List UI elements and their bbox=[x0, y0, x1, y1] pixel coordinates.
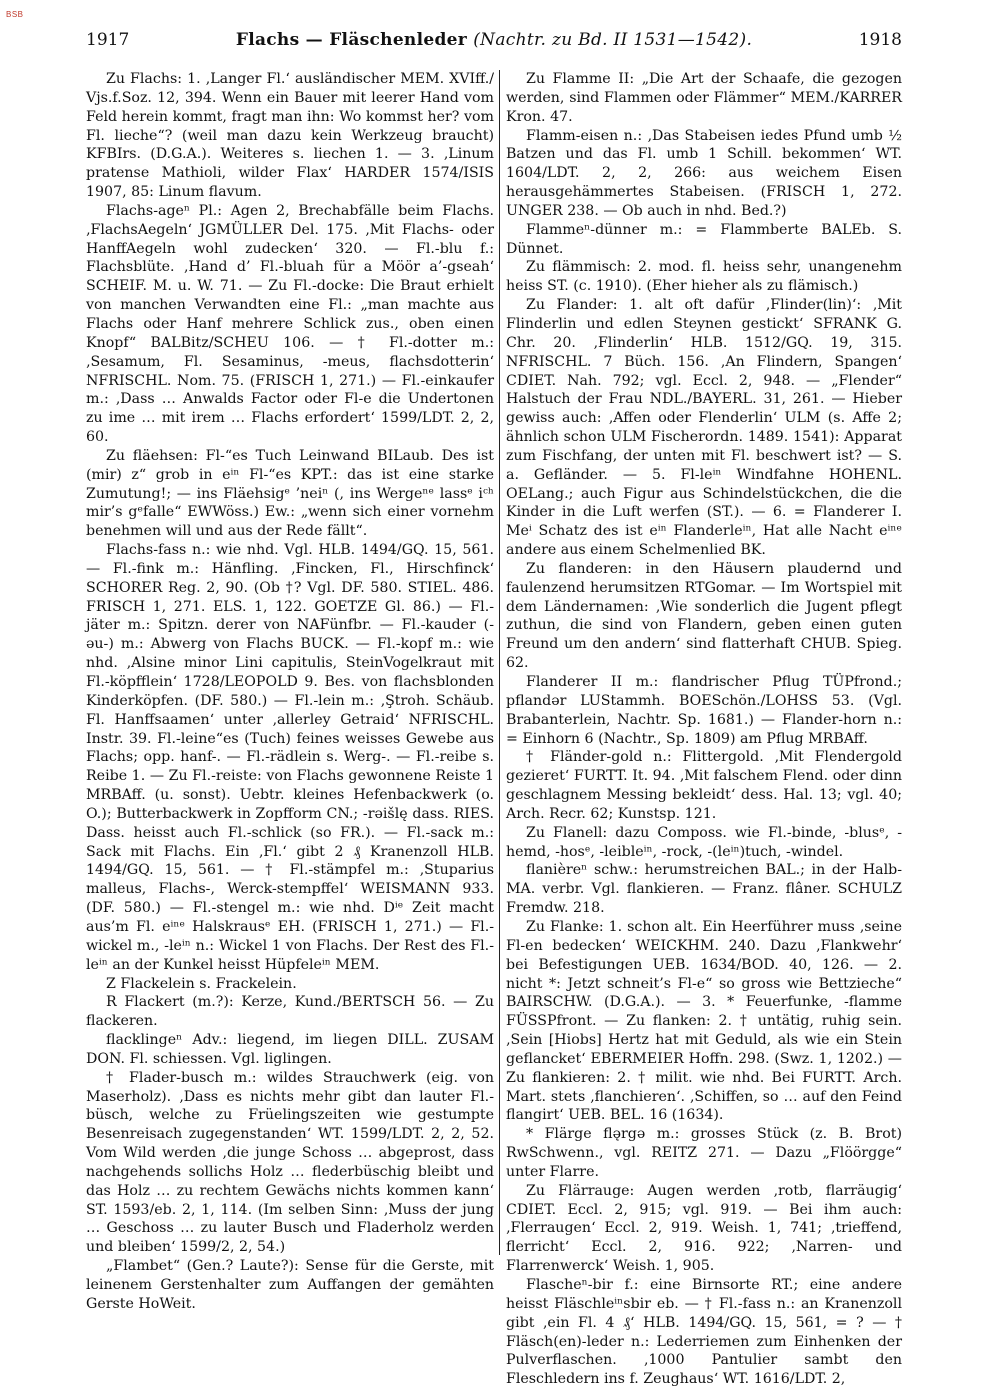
page-number-right: 1918 bbox=[858, 30, 902, 50]
entry-flammen-duenner: Flammeⁿ-dünner m.: = Flammberte BALEb. S. Dünnet. bbox=[506, 221, 902, 257]
entry-flacklingen: flacklingeⁿ Adv.: liegend, im liegen DILL. ZUSAM DON. Fl. schiessen. Vgl. liglingen. bbox=[86, 1032, 494, 1067]
entry-flaerrauge: Zu Flärrauge: Augen werden ‚rotb, flarräugig‘ CDIET. Eccl. 2, 915; vgl. 919. — Bei ihm auch: ‚Flerraugen‘ Eccl. 2, 919. Weish. 1, 741; ‚trieffend, flerricht‘ Eccl. 2, 916. 922; ‚Narren- und Flarrenwerck‘ Weish. 1, 905. bbox=[506, 1182, 902, 1275]
entry-flaechsen: Zu fläehsen: Fl-“es Tuch Leinwand BILaub. Des ist (mir) z“ grob in eⁱⁿ Fl-“es KPT.: das ist eine starke Zumutung!; — ins Fläehsigᵉ ’neiⁿ (, ins Wergeⁿᵉ lassᵉ iᶜʰ mir’s gᵉfalle“ EWWöss.) Ew.: „wenn sich einer vornehm benehmen will und aus der Rede fällt“. bbox=[86, 447, 494, 540]
entry-flader-busch: † Flader-busch m.: wildes Strauchwerk (eig. von Maserholz). ‚Dass es nichts mehr gibt dan lauter Fl.-büsch, welche zu Früelingszeiten wie gestumpte Besenreisach zugegenstanden‘ WT. 1599/LDT. 2, 2, 52. Vom Wild werden ‚die junge Schoss … abgeprost, dass nachgehends sollichs Holz … flederbüschig bleibt und das Holz … zu rechtem Gewächs nichts kommen kann‘ ST. 1593/eb. 2, 1, 114. (Im selben Sinn: ‚Muss der jung … Geschoss … zu lauter Busch und Fladerholz werden und bleiben‘ 1599/2, 2, 54.) bbox=[86, 1069, 494, 1256]
entry-flachs-fass: Flachs-fass n.: wie nhd. Vgl. HLB. 1494/GQ. 15, 561. — Fl.-fink m.: Hänfling. ‚Fincken, Fl., Hirschfinck‘ SCHORER Reg. 2, 90. (Ob †? Vgl. DF. 580. STIEL. 486. FRISCH 1, 271. ELS. 1, 122. GOETZE Gl. 86.) — Fl.-jäter m.: Spitzn. derer von NAFünfbr. — Fl.-kauder (-əu-) m.: Abwerg von Flachs BUCK. — Fl.-kopf m.: wie nhd. ‚Alsine minor Lini capitulis, SteinVogelkraut mit Fl.-köpfflein‘ 1728/LEOPOLD 9. Bes. von flachsblonden Kinderköpfen. (DF. 580.) — Fl.-lein m.: ‚Ştroh. Schäub. Fl. Hanffsaamen‘ unter ‚allerley Getraid‘ NFRISCHL. Instr. 39. Fl.-leine“es (Tuch) feines weisses Gewebe aus Flachs; opp. hanf-. — Fl.-rädlein s. Werg-. — Fl.-reibe s. Reibe 1. — Zu Fl.-reiste: von Flachs gewonnene Reiste 1 MRBAff. (u. sonst). Uebtr. kleines Hefenbackwerk (o. O.); Butterbackwerk in Zopfform CN.; -rəišlę dass. RIES. Dass. heisst auch Fl.-schlick (so FR.). — Fl.-sack m.: Sack mit Flachs. Ein ‚Fl.‘ gibt 2 ₰ Kranenzoll HLB. 1494/GQ. 15, 561. — † Fl.-stämpfel m.: ‚Stuparius malleus, Flachs-, Werck-stempffel‘ WEISMANN 933. (DF. 580.) — Fl.-stengel m.: wie nhd. Dⁱᵉ Zeit macht aus’m Fl. eⁱⁿᵉ Halskrausᵉ EH. (FRISCH 1, 271.) — Fl.-wickel m., -leⁱⁿ n.: Wickel 1 von Flachs. Der Rest des Fl.-leⁱⁿ an der Kunkel heisst Hüpfeleⁱⁿ MEM. bbox=[86, 542, 494, 973]
left-column bbox=[86, 70, 494, 1314]
running-title-note: (Nachtr. zu Bd. II 1531—1542). bbox=[473, 30, 753, 50]
entry-flamme: Zu Flamme II: „Die Art der Schaafe, die gezogen werden, sind Flammen oder Flämmer“ MEM./KARRER Kron. 47. bbox=[506, 71, 902, 125]
entry-flanderen: Zu flanderen: in den Häusern plaudernd und faulenzend herumsitzen RTGomar. — Im Wortspiel mit dem Ländernamen: ‚Wie sonderlich die Jugent pflegt zuthun, die sind von Flandern, geben einen guten Freund um den andern‘ sind flatterhaft CHUB. Spieg. 62. bbox=[506, 560, 902, 672]
library-stamp: BSB bbox=[6, 10, 24, 19]
entry-flackelein: Z Flackelein s. Frackelein. bbox=[106, 975, 297, 992]
running-title-main: Flachs — Fläschenleder bbox=[235, 30, 468, 50]
entry-flanke: Zu Flanke: 1. schon alt. Ein Heerführer muss ‚seine Fl-en bedecken‘ WEICKHM. 240. Dazu ‚Flankwehr‘ bei Befestigungen UEB. 1634/BOD. 40, 126. — 2. nicht *: Jetzt schneit’s Fl-e“ so gross wie Bettzieche“ BAIRSCHW. (D.G.A.). — 3. * Feuerfunke, -flamme FÜSSPfront. — Zu flanken: 2. † untätig, ruhig sein. ‚Sein [Hiobs] Hertz hat mit Geduld, als wie ein Stein geflancket‘ EBERMEIER Hoffn. 298. (Swz. 1, 1202.) — Zu flankieren: 2. † milit. wie nhd. Bei FURTT. Arch. Mart. stets ‚flanchieren‘. ‚Schiffen, so … auf den Feind flangirt‘ UEB. BEL. 16 (1634). bbox=[506, 918, 902, 1124]
entry-flaschen-bir: Flascheⁿ-bir f.: eine Birnsorte RT.; eine andere heisst Fläschleⁱⁿsbir eb. — † Fl.-fass n.: an Kranenzoll gibt ‚ein Fl. 4 ₰‘ HLB. 1494/GQ. 15, 561, = ? — † Fläsch(en)-leder n.: Lederriemen zum Einhenken der Pulverflaschen. ‚1000 Pantulier sambt den Fleschledern ins f. Zeughaus‘ WT. 1616/LDT. 2, bbox=[506, 1277, 902, 1388]
running-title bbox=[236, 30, 752, 50]
entry-flanieren: flanièreⁿ schw.: herumstreichen BAL.; in der Halb-MA. verbr. Vgl. flankieren. — Franz. flâner. SCHULZ Fremdw. 218. bbox=[506, 862, 902, 917]
column-divider bbox=[499, 70, 500, 1255]
entry-flaerge: * Flärge flə̨rgə m.: grosses Stück (z. B. Brot) RwSchwenn., vgl. REITZ 271. — Dazu „Flöörgge“ unter Flarre. bbox=[506, 1126, 902, 1180]
entry-flanell: Zu Flanell: dazu Composs. wie Fl.-binde, -blusᵉ, -hemd, -hosᵉ, -leibleⁱⁿ, -rock, -(leⁱⁿ)tuch, -windel. bbox=[506, 824, 902, 860]
entry-flaender-gold: † Fländer-gold n.: Flittergold. ‚Mit Flendergold gezieret‘ FURTT. It. 94. ‚Mit falschem Flend. oder dinn geschlagnem Messing bekleidt‘ dess. Hal. 13; vgl. 40; Arch. Recr. 62; Kunstsp. 121. bbox=[506, 749, 902, 822]
entry-flambet: „Flambet“ (Gen.? Laute?): Sense für die Gerste, mit leinenem Gerstenhalter zum Auffangen der gemähten Gerste HoWeit. bbox=[86, 1258, 494, 1312]
entry-flanderer: Flanderer II m.: flandrischer Pflug TÜPfrond.; pflandər LUStammh. BOESchön./LOHSS 53. (Vgl. Brabanterlein, Nachtr. Sp. 1681.) — Flander-horn n.: = Einhorn 6 (Nachtr., Sp. 1809) am Pflug MRBAff. bbox=[506, 674, 902, 747]
entry-flackert: R Flackert (m.?): Kerze, Kund./BERTSCH 56. — Zu flackeren. bbox=[86, 994, 494, 1030]
right-column bbox=[506, 70, 902, 1389]
entry-flachs: Zu Flachs: 1. ‚Langer Fl.‘ ausländischer MEM. XVIff./ Vjs.f.Soz. 12, 394. Wenn ein Bauer mit leerer Hand vom Feld herein kommt, fragt man ihn: Wo kommst her? vom Fl. lieche“? (weil man dazu kein Werkzeug braucht) KFBIrs. (D.G.A.). Weiteres s. liechen 1. — 3. ‚Linum pratense Mathioli, wilder Flax‘ HARDER 1574/ISIS 1907, 85: Linum flavum. bbox=[86, 71, 494, 201]
entry-flaemmisch: Zu flämmisch: 2. mod. fl. heiss sehr, unangenehm heiss ST. (c. 1910). (Eher hieher als zu flämisch.) bbox=[506, 259, 902, 295]
entry-flander: Zu Flander: 1. alt oft dafür ‚Flinder(lin)‘: ‚Mit Flinderlin und edlen Steynen gestickt‘ SFRANK G. Chr. 20. ‚Flinderlin‘ HLB. 1512/GQ. 19, 315. NFRISCHL. 7 Büch. 156. ‚An Flindern, Spangen‘ CDIET. Nah. 792; vgl. Eccl. 2, 948. — „Flender“ Halstuch der Frau NDL./BAYERL. 31, 261. — Hieber gewiss auch: ‚Affen oder Flenderlin‘ ULM (s. Affe 2; ähnlich schon ULM Fischerordn. 1489. 1541): Apparat zum Fischfang, der unten mit Fl. beschwert ist? — S. a. Gefländer. — 5. Fl-leⁱⁿ Windfahne HOHENL. OELang.; auch Figur aus Schindelstückchen, die die Kinder in die Luft werfen (ST.). — 6. = Flanderer I. Meⁱ Schatz des ist eⁱⁿ Flanderleⁱⁿ, Hat alle Nacht eⁱⁿᵉ andere aus einem Schelmenlied BK. bbox=[506, 297, 902, 559]
page-header bbox=[86, 30, 902, 56]
entry-flachs-agen: Flachs-ageⁿ Pl.: Agen 2, Brechabfälle beim Flachs. ‚FlachsAegeln‘ JGMÜLLER Del. 175. ‚Mit Flachs- oder HanffAegeln wohl zudecken‘ 320. — Fl.-blu f.: Flachsblüte. ‚Hand d’ Fl.-bluah für a Möör a’-gseah‘ SCHEIF. M. u. W. 71. — Zu Fl.-docke: Die Braut erhielt von manchen Verwandten eine Fl.: „man machte aus Flachs oder Hanf mehrere Schlick zus., oben einen Knopf“ BALBitz/SCHEU 106. — † Fl.-dotter m.: ‚Sesamum, Fl. Sesaminus, -meus, flachsdotterin‘ NFRISCHL. Nom. 75. (FRISCH 1, 271.) — Fl.-einkaufer m.: ‚Dass … Anwalds Factor oder Fl-e die Undertonen zu ime … mit irem … Flachs erfordert‘ 1599/LDT. 2, 2, 60. bbox=[86, 202, 494, 446]
page-number-left: 1917 bbox=[86, 30, 130, 50]
entry-flamm-eisen: Flamm-eisen n.: ‚Das Stabeisen iedes Pfund umb ½ Batzen und das Fl. umb 1 Schill. bekommen‘ WT. 1604/LDT. 2, 2, 266: aus weichem Eisen herausgehämmertes Stabeisen. (FRISCH 1, 272. UNGER 238. — Ob auch in nhd. Bed.?) bbox=[506, 127, 902, 219]
